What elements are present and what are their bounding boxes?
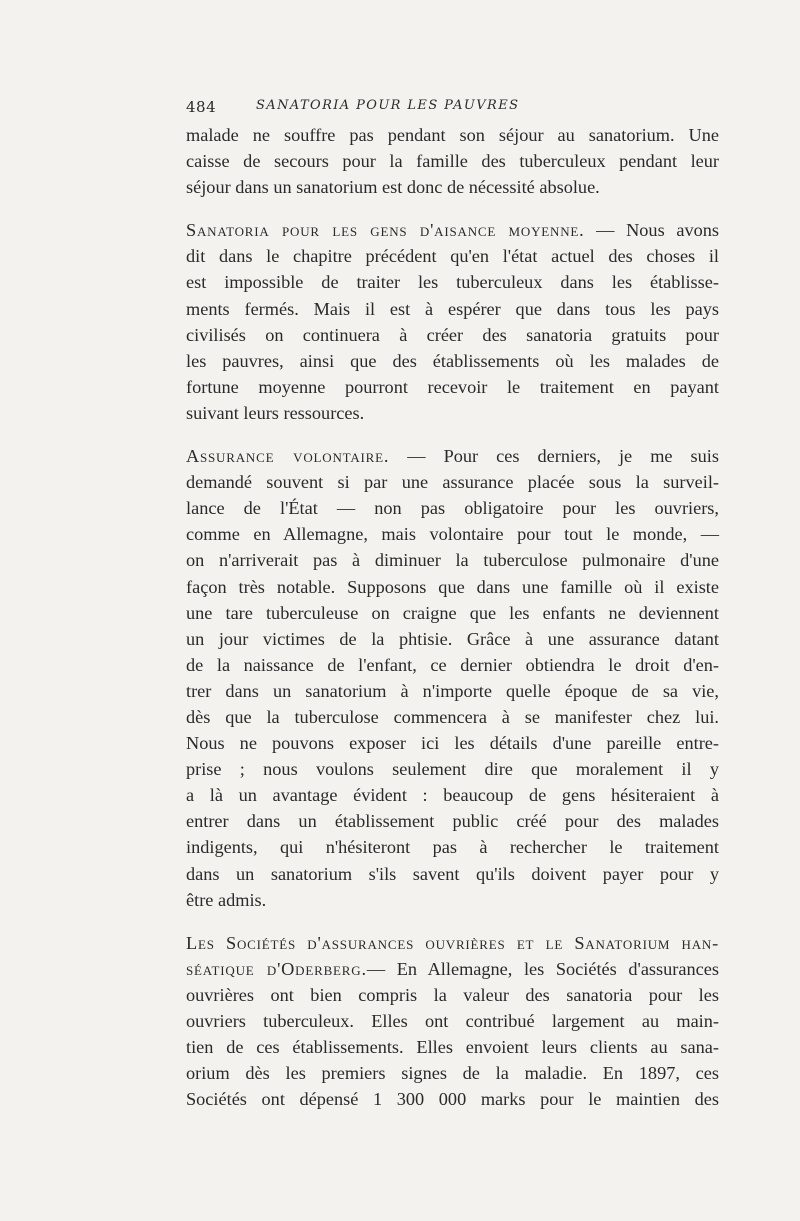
text-line: demandé souvent si par une assurance placée sous la surveil- <box>186 472 719 493</box>
text-line: est impossible de traiter les tuberculeux dans les établisse- <box>186 272 719 293</box>
page-header <box>186 98 726 118</box>
text-line: dans un sanatorium s'ils savent qu'ils doivent payer pour y <box>186 863 719 884</box>
text-line: comme en Allemagne, mais volontaire pour tout le monde, — <box>186 524 719 545</box>
text-run: — Nous avons <box>584 220 719 241</box>
text-line: un jour victimes de la phtisie. Grâce à une assurance datant <box>186 628 719 649</box>
paragraph-3 <box>186 443 719 913</box>
running-title: SANATORIA POUR LES PAUVRES <box>256 98 520 113</box>
text-line: civilisés on continuera à créer des sanatoria gratuits pour <box>186 324 719 345</box>
text-line: séjour dans un sanatorium est donc de nécessité absolue. <box>186 177 600 198</box>
text-line: trer dans un sanatorium à n'importe quelle époque de sa vie, <box>186 680 719 701</box>
paragraph-1 <box>186 122 719 200</box>
text-line: façon très notable. Supposons que dans une famille où il existe <box>186 576 719 597</box>
section-heading: Assurance volontaire. <box>186 446 390 467</box>
text-line: ouvriers tuberculeux. Elles ont contribué largement au main- <box>186 1011 719 1031</box>
text-line: une tare tuberculeuse on craigne que les enfants ne deviennent <box>186 602 719 623</box>
text-line <box>186 443 719 469</box>
page-number: 484 <box>186 98 217 116</box>
text-line: on n'arriverait pas à diminuer la tuberculose pulmonaire d'une <box>186 550 719 571</box>
text-line <box>186 217 719 243</box>
paragraph-2 <box>186 217 719 426</box>
text-line: orium dès les premiers signes de la maladie. En 1897, ces <box>186 1063 719 1084</box>
section-heading: Les Sociétés d'assurances ouvrières et le Sanatorium han- <box>186 932 719 953</box>
text-line: caisse de secours pour la famille des tuberculeux pendant leur <box>186 151 719 172</box>
text-line: être admis. <box>186 889 267 910</box>
text-line: suivant leurs ressources. <box>186 402 365 423</box>
text-line: malade ne souffre pas pendant son séjour au sanatorium. Une <box>186 125 719 145</box>
text-line <box>186 956 719 982</box>
text-line: Sociétés ont dépensé 1 300 000 marks pour le maintien des <box>186 1089 719 1110</box>
paragraph-4 <box>186 930 719 1113</box>
text-line: ouvrières ont bien compris la valeur des sanatoria pour les <box>186 984 719 1005</box>
text-line: tien de ces établissements. Elles envoient leurs clients au sana- <box>186 1037 719 1058</box>
text-line: fortune moyenne pourront recevoir le traitement en payant <box>186 376 719 397</box>
text-run: — En Allemagne, les Sociétés d'assurances <box>366 958 719 979</box>
text-line: de la naissance de l'enfant, ce dernier obtiendra le droit d'en- <box>186 654 719 675</box>
body-text <box>186 122 719 1112</box>
text-line: dit dans le chapitre précédent qu'en l'état actuel des choses il <box>186 246 719 267</box>
text-line: dès que la tuberculose commencera à se manifester chez lui. <box>186 706 719 727</box>
text-line: a là un avantage évident : beaucoup de gens hésiteraient à <box>186 785 719 806</box>
text-line: ments fermés. Mais il est à espérer que dans tous les pays <box>186 298 719 319</box>
text-line: entrer dans un établissement public créé pour des malades <box>186 811 719 832</box>
text-line: prise ; nous voulons seulement dire que moralement il y <box>186 759 719 780</box>
text-line: Nous ne pouvons exposer ici les détails d'une pareille entre- <box>186 733 719 754</box>
text-line: les pauvres, ainsi que des établissements où les malades de <box>186 350 719 371</box>
text-line: indigents, qui n'hésiteront pas à rechercher le traitement <box>186 837 719 858</box>
section-heading: Sanatoria pour les gens d'aisance moyenne. <box>186 220 585 241</box>
text-line: lance de l'État — non pas obligatoire pour les ouvriers, <box>186 498 719 519</box>
text-line <box>186 930 719 956</box>
text-run: — Pour ces derniers, je me suis <box>389 446 719 467</box>
section-heading-continued: séatique d'Oderberg. <box>186 958 367 979</box>
